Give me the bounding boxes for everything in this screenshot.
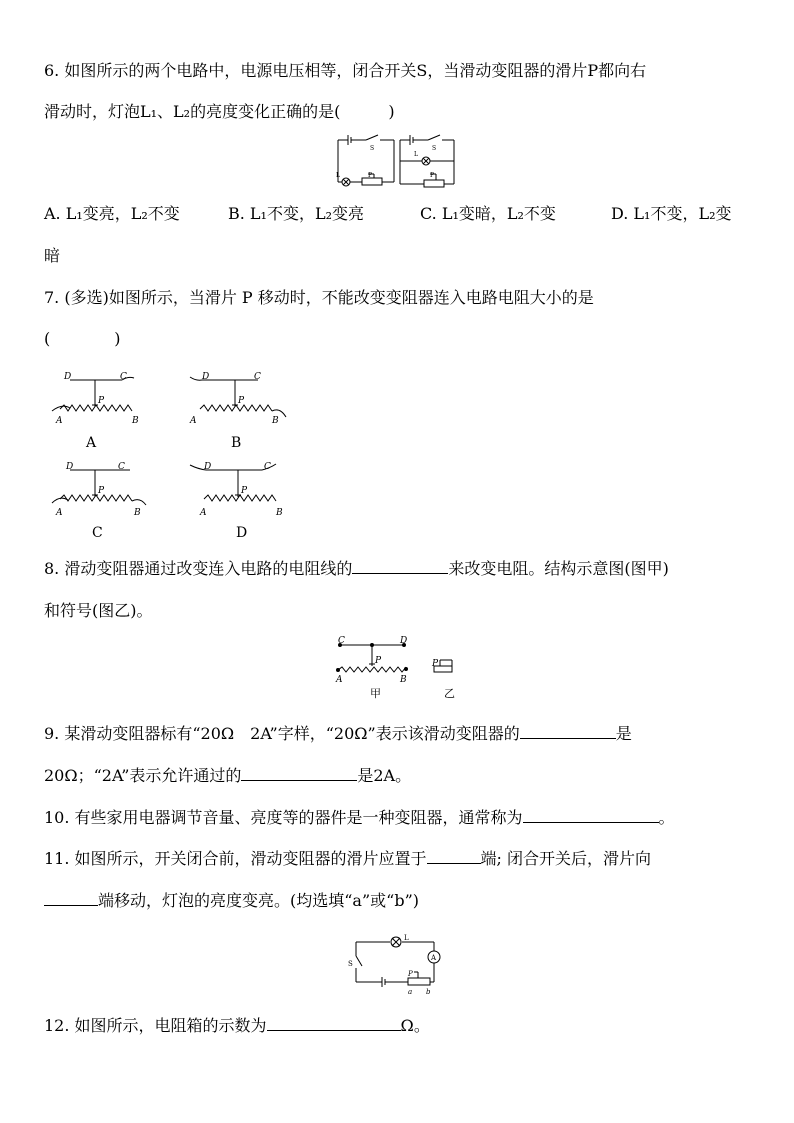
q8-stem-line2: 和符号(图乙)。	[44, 601, 153, 620]
q7-d-terminal-c: C	[264, 462, 271, 472]
q12-text-pre: 12. 如图所示，电阻箱的示数为	[44, 1016, 267, 1035]
q6-right-switch-label: S	[432, 145, 437, 152]
q8-answer-blank[interactable]	[352, 559, 448, 574]
q6-right-lamp-label: L	[414, 151, 418, 158]
q6-option-b[interactable]: B. L₁不变，L₂变亮	[228, 204, 365, 223]
q6-option-d-continued: 暗	[44, 246, 61, 265]
q6-left-slider-label: P	[368, 172, 373, 179]
q8-slider-p: P	[375, 656, 382, 666]
q7-a-slider-p: P	[98, 396, 105, 406]
q8-text-post: 来改变电阻。结构示意图(图甲)	[448, 559, 669, 578]
q7-a-terminal-a: A	[56, 416, 63, 426]
q11-text-post-2: 端移动，灯泡的亮度变亮。(均选填“a”或“b”)	[98, 891, 419, 910]
q8-caption-jia: 甲	[370, 687, 381, 700]
q7-a-terminal-b: B	[132, 416, 139, 426]
q6-left-switch-label: S	[370, 145, 375, 152]
q8-terminal-b: B	[400, 675, 407, 682]
q9-stem-line1	[44, 724, 632, 744]
q12-stem-line1	[44, 1016, 430, 1036]
q6-stem-line2: 滑动时，灯泡L₁、L₂的亮度变化正确的是( )	[44, 102, 395, 121]
q7-d-terminal-b: B	[276, 508, 283, 518]
q7-c-slider-p: P	[98, 486, 105, 496]
q11-slider-label: P	[408, 970, 413, 978]
q7-d-slider-p: P	[241, 486, 248, 496]
q7-caption-b: B	[231, 435, 242, 451]
q11-text-pre: 11. 如图所示，开关闭合前，滑动变阻器的滑片应置于	[44, 849, 427, 868]
q9-text-post-2: 是2A。	[357, 766, 412, 785]
q8-terminal-d: D	[400, 636, 408, 646]
q7-b-slider-p: P	[238, 396, 245, 406]
q7-a-terminal-d: D	[64, 372, 72, 382]
q7-caption-c: C	[92, 525, 103, 541]
q7-stem-line1: 7. (多选)如图所示，当滑片 P 移动时，不能改变变阻器连入电路电阻大小的是	[44, 288, 594, 307]
q6-option-a[interactable]: A. L₁变亮，L₂不变	[44, 204, 180, 223]
q7-c-terminal-b: B	[134, 508, 141, 518]
q6-circuit-right	[400, 135, 454, 187]
q6-circuit-figure	[334, 132, 460, 190]
q11-answer-blank-2[interactable]	[44, 891, 98, 906]
q6-stem-line1: 6. 如图所示的两个电路中，电源电压相等，闭合开关S，当滑动变阻器的滑片P都向右	[44, 61, 647, 80]
q7-figure-a	[52, 377, 134, 411]
q7-caption-a: A	[86, 435, 97, 451]
q8-symbol-p: P	[432, 659, 439, 669]
q11-stem-line2	[44, 891, 419, 911]
q7-d-terminal-a: A	[200, 508, 207, 518]
q12-answer-blank[interactable]	[267, 1016, 401, 1031]
q9-stem-line2	[44, 766, 411, 786]
q7-stem-line2: ( )	[44, 329, 121, 348]
q6-left-lamp-label: L	[336, 172, 340, 179]
q7-d-terminal-d: D	[204, 462, 212, 472]
q7-a-terminal-c: C	[120, 372, 127, 382]
q8-stem-line1	[44, 559, 669, 579]
q12-text-post: Ω。	[400, 1016, 430, 1035]
q7-b-terminal-c: C	[254, 372, 261, 382]
q9-text-pre-2: 20Ω；“2A”表示允许通过的	[44, 766, 242, 785]
q10-answer-blank[interactable]	[523, 808, 659, 823]
q7-b-terminal-a: A	[190, 416, 197, 426]
q9-text-post: 是	[615, 724, 632, 743]
q7-b-terminal-b: B	[272, 416, 279, 426]
q11-end-a-label: a	[408, 988, 413, 996]
q9-text-pre: 9. 某滑动变阻器标有“20Ω 2A”字样，“20Ω”表示该滑动变阻器的	[44, 724, 520, 743]
q11-text-post: 端; 闭合开关后，滑片向	[480, 849, 652, 868]
q6-right-slider-label: P	[430, 172, 435, 179]
q7-c-terminal-d: D	[66, 462, 74, 472]
q6-option-d[interactable]: D. L₁不变，L₂变	[611, 204, 732, 223]
q7-caption-d: D	[236, 525, 248, 541]
q8-terminal-a: A	[336, 675, 343, 682]
q7-c-terminal-c: C	[118, 462, 125, 472]
q11-answer-blank-1[interactable]	[427, 849, 481, 864]
q10-text-pre: 10. 有些家用电器调节音量、亮度等的器件是一种变阻器，通常称为	[44, 808, 523, 827]
q7-rheostat-figures	[40, 365, 300, 545]
q11-lamp-label: L	[404, 934, 409, 942]
q11-stem-line1	[44, 849, 651, 869]
q11-ammeter-label: A	[431, 954, 437, 962]
q11-circuit-figure	[346, 932, 446, 996]
q8-rheostat-figure	[332, 636, 462, 682]
q8-terminal-c: C	[338, 636, 345, 646]
q9-answer-blank-2[interactable]	[241, 766, 357, 781]
q6-circuit-left	[338, 135, 394, 186]
q8-text-pre: 8. 滑动变阻器通过改变连入电路的电阻线的	[44, 559, 353, 578]
q11-switch-label: S	[348, 960, 353, 968]
q6-option-c[interactable]: C. L₁变暗，L₂不变	[420, 204, 556, 223]
q11-end-b-label: b	[426, 988, 431, 996]
q10-stem-line1	[44, 808, 675, 828]
q9-answer-blank-1[interactable]	[520, 724, 616, 739]
q7-c-terminal-a: A	[56, 508, 63, 518]
q8-caption-yi: 乙	[444, 687, 455, 700]
q10-text-post: 。	[658, 808, 675, 827]
q7-b-terminal-d: D	[202, 372, 210, 382]
